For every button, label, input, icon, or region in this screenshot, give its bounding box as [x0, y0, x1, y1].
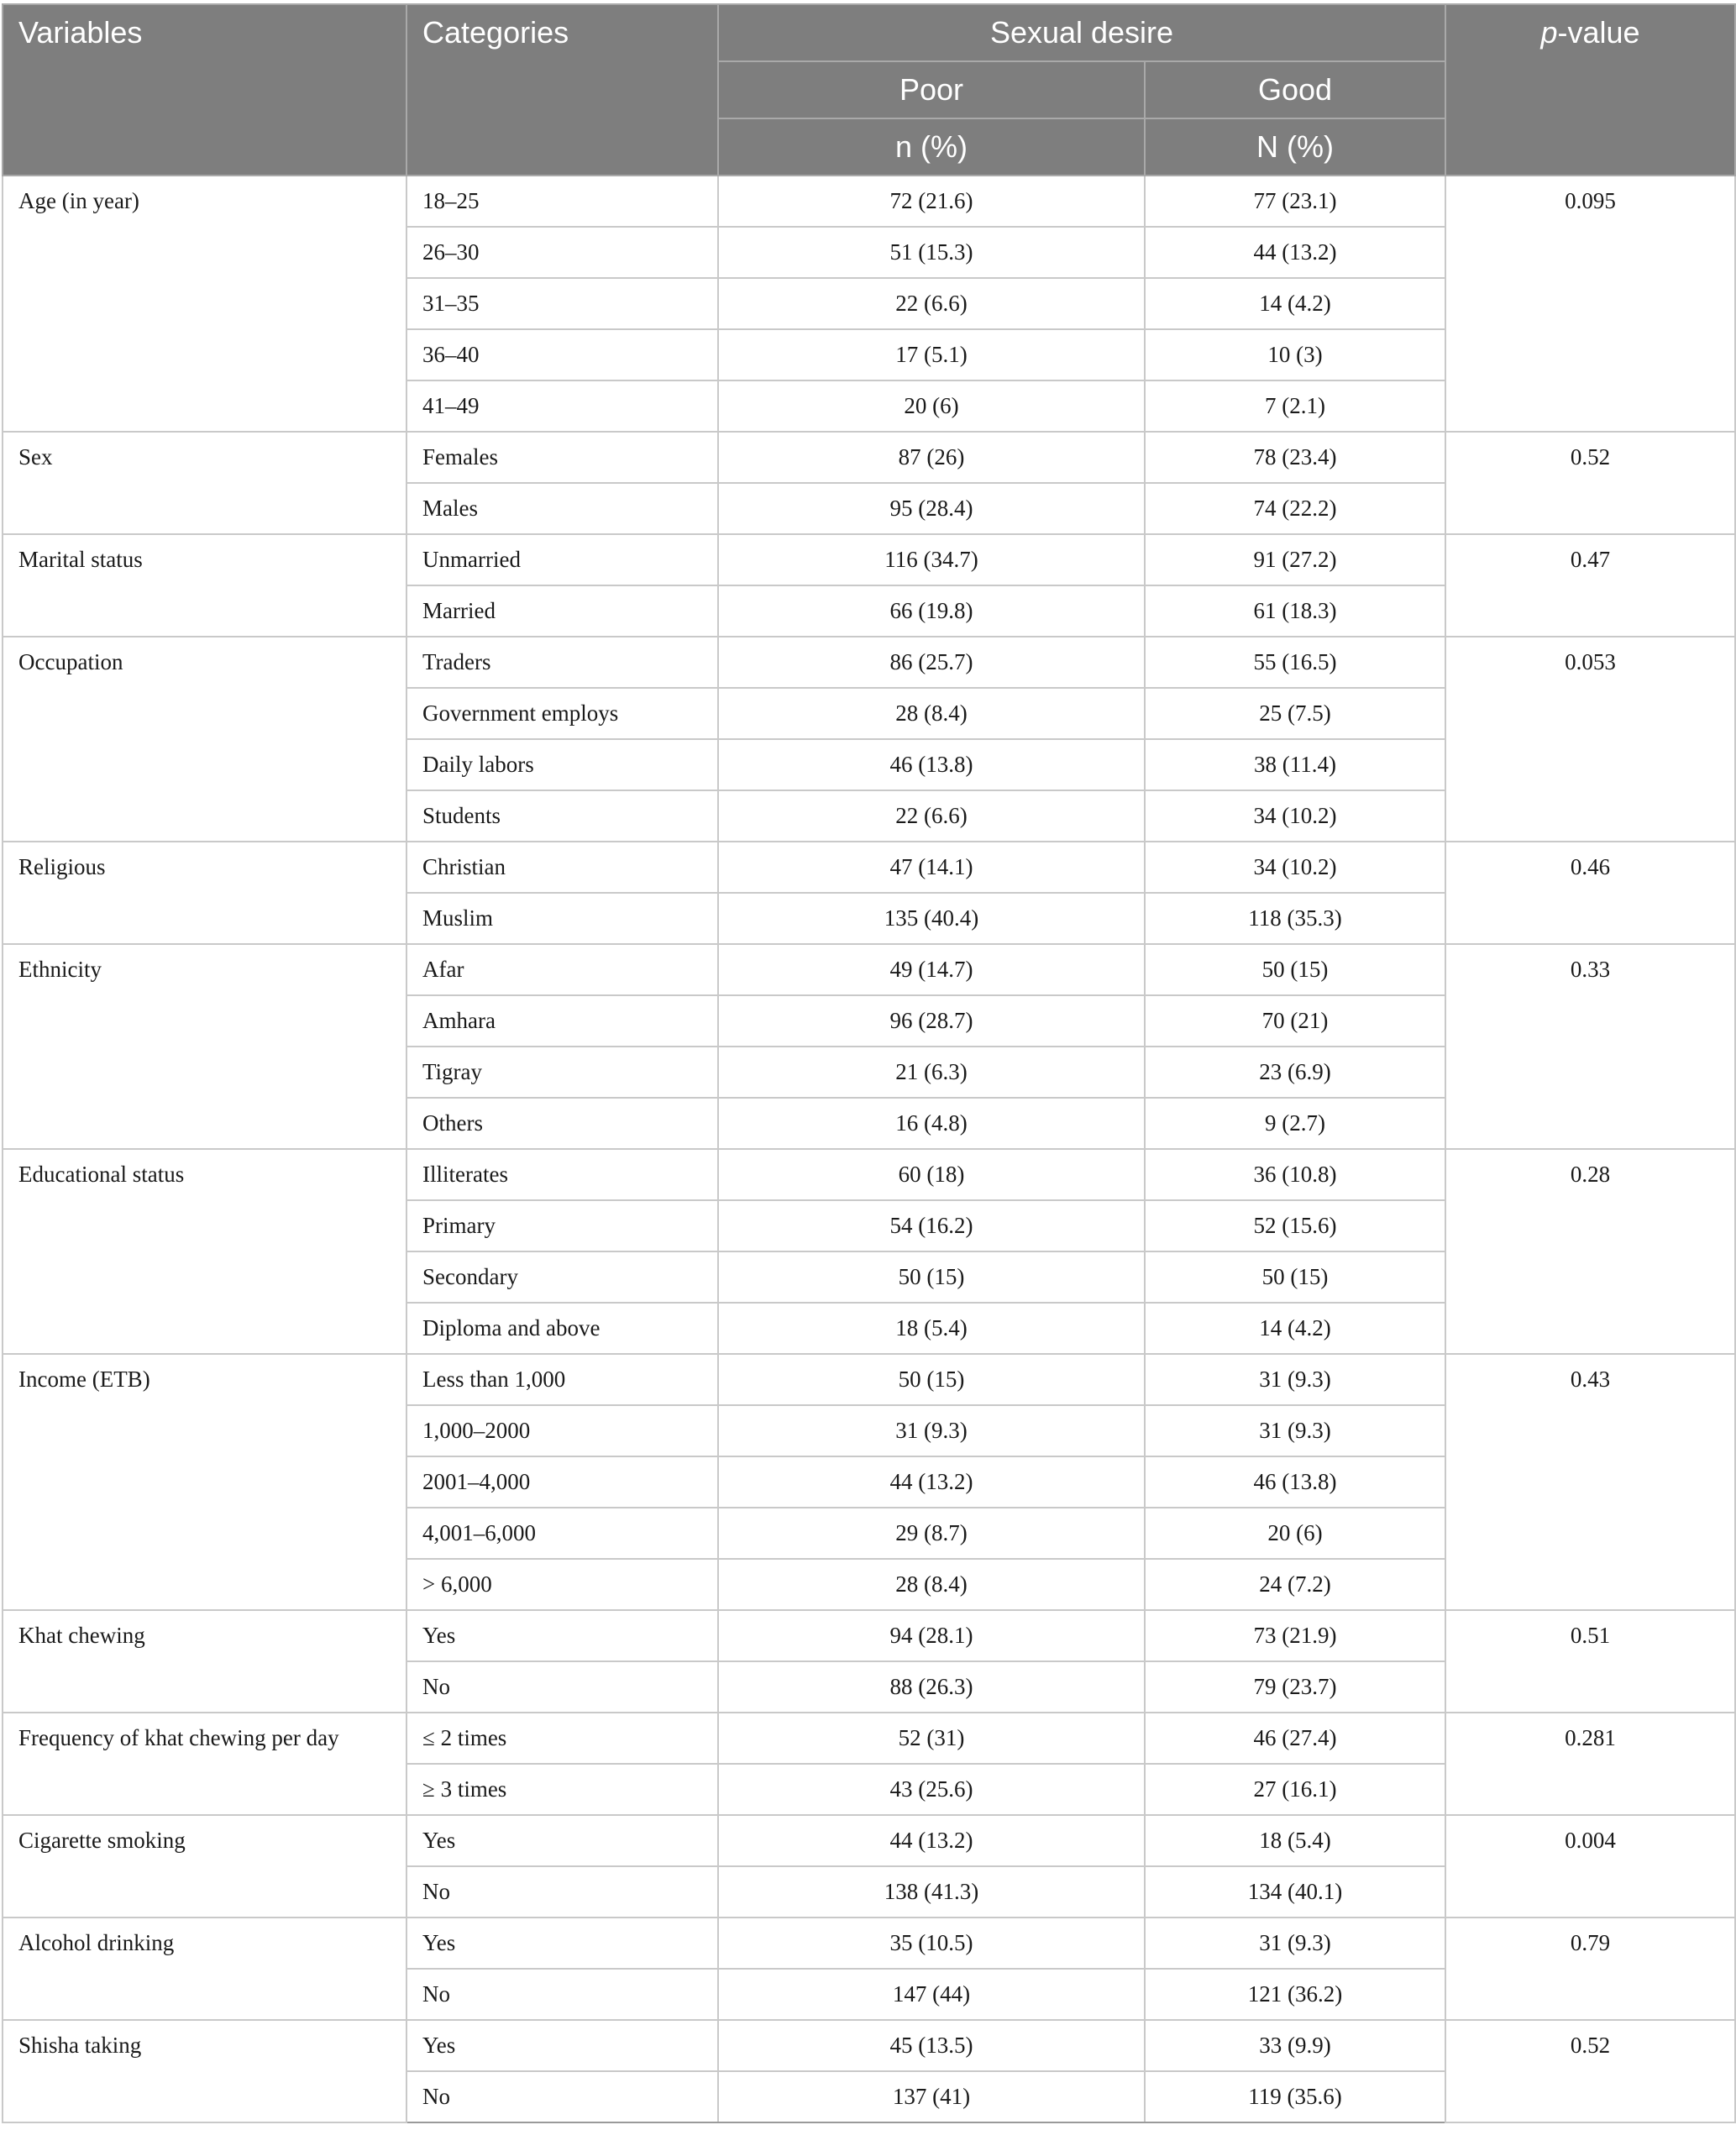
good-count-cell: 121 (36.2): [1145, 1969, 1445, 2020]
category-cell: No: [406, 2071, 718, 2122]
good-count-cell: 20 (6): [1145, 1508, 1445, 1559]
category-cell: Males: [406, 483, 718, 534]
poor-count-cell: 116 (34.7): [718, 534, 1145, 585]
p-value-cell: 0.053: [1445, 637, 1735, 842]
good-count-cell: 34 (10.2): [1145, 842, 1445, 893]
poor-count-cell: 17 (5.1): [718, 329, 1145, 380]
category-cell: Yes: [406, 1610, 718, 1661]
category-cell: Students: [406, 790, 718, 842]
good-count-cell: 7 (2.1): [1145, 380, 1445, 432]
category-cell: 4,001–6,000: [406, 1508, 718, 1559]
good-count-cell: 46 (27.4): [1145, 1713, 1445, 1764]
variable-cell: Shisha taking: [3, 2020, 406, 2122]
category-cell: No: [406, 1866, 718, 1918]
header-poor-unit: n (%): [718, 118, 1145, 176]
table-row: [3, 1354, 1735, 1405]
good-count-cell: 74 (22.2): [1145, 483, 1445, 534]
variable-cell: Frequency of khat chewing per day: [3, 1713, 406, 1815]
header-p-value: [1445, 4, 1735, 176]
category-cell: 18–25: [406, 176, 718, 227]
poor-count-cell: 47 (14.1): [718, 842, 1145, 893]
poor-count-cell: 52 (31): [718, 1713, 1145, 1764]
category-cell: 41–49: [406, 380, 718, 432]
poor-count-cell: 43 (25.6): [718, 1764, 1145, 1815]
good-count-cell: 14 (4.2): [1145, 278, 1445, 329]
header-row: [3, 4, 1735, 61]
header-poor: Poor: [718, 61, 1145, 118]
variable-cell: Income (ETB): [3, 1354, 406, 1610]
good-count-cell: 33 (9.9): [1145, 2020, 1445, 2071]
variable-cell: Alcohol drinking: [3, 1918, 406, 2020]
poor-count-cell: 72 (21.6): [718, 176, 1145, 227]
category-cell: Diploma and above: [406, 1303, 718, 1354]
category-cell: Daily labors: [406, 739, 718, 790]
variable-cell: Age (in year): [3, 176, 406, 432]
good-count-cell: 24 (7.2): [1145, 1559, 1445, 1610]
table-row: [3, 842, 1735, 893]
category-cell: Yes: [406, 1815, 718, 1866]
good-count-cell: 77 (23.1): [1145, 176, 1445, 227]
table-row: [3, 432, 1735, 483]
good-count-cell: 50 (15): [1145, 944, 1445, 995]
header-sexual-desire: Sexual desire: [718, 4, 1445, 61]
category-cell: Tigray: [406, 1047, 718, 1098]
table-header: [3, 4, 1735, 176]
table-row: [3, 2020, 1735, 2071]
poor-count-cell: 50 (15): [718, 1354, 1145, 1405]
good-count-cell: 44 (13.2): [1145, 227, 1445, 278]
p-value-cell: 0.52: [1445, 2020, 1735, 2122]
table-row: [3, 1149, 1735, 1200]
poor-count-cell: 28 (8.4): [718, 1559, 1145, 1610]
poor-count-cell: 135 (40.4): [718, 893, 1145, 944]
good-count-cell: 31 (9.3): [1145, 1918, 1445, 1969]
good-count-cell: 36 (10.8): [1145, 1149, 1445, 1200]
good-count-cell: 31 (9.3): [1145, 1405, 1445, 1456]
good-count-cell: 25 (7.5): [1145, 688, 1445, 739]
good-count-cell: 18 (5.4): [1145, 1815, 1445, 1866]
header-p-italic: p: [1540, 15, 1558, 50]
table-row: [3, 1713, 1735, 1764]
good-count-cell: 50 (15): [1145, 1251, 1445, 1303]
category-cell: Christian: [406, 842, 718, 893]
category-cell: 31–35: [406, 278, 718, 329]
good-count-cell: 134 (40.1): [1145, 1866, 1445, 1918]
good-count-cell: 61 (18.3): [1145, 585, 1445, 637]
p-value-cell: 0.33: [1445, 944, 1735, 1149]
variable-cell: Sex: [3, 432, 406, 534]
category-cell: 1,000–2000: [406, 1405, 718, 1456]
good-count-cell: 9 (2.7): [1145, 1098, 1445, 1149]
poor-count-cell: 21 (6.3): [718, 1047, 1145, 1098]
p-value-cell: 0.51: [1445, 1610, 1735, 1713]
poor-count-cell: 147 (44): [718, 1969, 1145, 2020]
p-value-cell: 0.281: [1445, 1713, 1735, 1815]
category-cell: Amhara: [406, 995, 718, 1047]
category-cell: Secondary: [406, 1251, 718, 1303]
poor-count-cell: 138 (41.3): [718, 1866, 1145, 1918]
p-value-cell: 0.095: [1445, 176, 1735, 432]
category-cell: No: [406, 1969, 718, 2020]
poor-count-cell: 20 (6): [718, 380, 1145, 432]
poor-count-cell: 44 (13.2): [718, 1456, 1145, 1508]
good-count-cell: 31 (9.3): [1145, 1354, 1445, 1405]
p-value-cell: 0.52: [1445, 432, 1735, 534]
good-count-cell: 27 (16.1): [1145, 1764, 1445, 1815]
good-count-cell: 52 (15.6): [1145, 1200, 1445, 1251]
good-count-cell: 23 (6.9): [1145, 1047, 1445, 1098]
category-cell: Afar: [406, 944, 718, 995]
poor-count-cell: 86 (25.7): [718, 637, 1145, 688]
data-table: [2, 3, 1736, 2123]
p-value-cell: 0.46: [1445, 842, 1735, 944]
category-cell: Muslim: [406, 893, 718, 944]
poor-count-cell: 94 (28.1): [718, 1610, 1145, 1661]
category-cell: Less than 1,000: [406, 1354, 718, 1405]
poor-count-cell: 31 (9.3): [718, 1405, 1145, 1456]
header-good-unit: N (%): [1145, 118, 1445, 176]
poor-count-cell: 137 (41): [718, 2071, 1145, 2122]
good-count-cell: 14 (4.2): [1145, 1303, 1445, 1354]
good-count-cell: 73 (21.9): [1145, 1610, 1445, 1661]
category-cell: 26–30: [406, 227, 718, 278]
variable-cell: Marital status: [3, 534, 406, 637]
good-count-cell: 78 (23.4): [1145, 432, 1445, 483]
variable-cell: Khat chewing: [3, 1610, 406, 1713]
poor-count-cell: 28 (8.4): [718, 688, 1145, 739]
good-count-cell: 34 (10.2): [1145, 790, 1445, 842]
category-cell: Primary: [406, 1200, 718, 1251]
category-cell: No: [406, 1661, 718, 1713]
good-count-cell: 55 (16.5): [1145, 637, 1445, 688]
poor-count-cell: 22 (6.6): [718, 790, 1145, 842]
good-count-cell: 91 (27.2): [1145, 534, 1445, 585]
poor-count-cell: 49 (14.7): [718, 944, 1145, 995]
poor-count-cell: 22 (6.6): [718, 278, 1145, 329]
variable-cell: Ethnicity: [3, 944, 406, 1149]
p-value-cell: 0.47: [1445, 534, 1735, 637]
table-row: [3, 1815, 1735, 1866]
category-cell: 36–40: [406, 329, 718, 380]
category-cell: Traders: [406, 637, 718, 688]
poor-count-cell: 88 (26.3): [718, 1661, 1145, 1713]
category-cell: Married: [406, 585, 718, 637]
good-count-cell: 79 (23.7): [1145, 1661, 1445, 1713]
table-row: [3, 637, 1735, 688]
category-cell: Yes: [406, 1918, 718, 1969]
poor-count-cell: 16 (4.8): [718, 1098, 1145, 1149]
poor-count-cell: 66 (19.8): [718, 585, 1145, 637]
header-categories: Categories: [406, 4, 718, 176]
good-count-cell: 118 (35.3): [1145, 893, 1445, 944]
p-value-cell: 0.79: [1445, 1918, 1735, 2020]
variable-cell: Educational status: [3, 1149, 406, 1354]
variable-cell: Cigarette smoking: [3, 1815, 406, 1918]
poor-count-cell: 95 (28.4): [718, 483, 1145, 534]
good-count-cell: 70 (21): [1145, 995, 1445, 1047]
category-cell: Others: [406, 1098, 718, 1149]
header-p-rest: -value: [1557, 15, 1640, 50]
variable-cell: Occupation: [3, 637, 406, 842]
poor-count-cell: 35 (10.5): [718, 1918, 1145, 1969]
header-variables: Variables: [3, 4, 406, 176]
poor-count-cell: 87 (26): [718, 432, 1145, 483]
category-cell: 2001–4,000: [406, 1456, 718, 1508]
table-row: [3, 1918, 1735, 1969]
table-body: [3, 176, 1735, 2122]
p-value-cell: 0.004: [1445, 1815, 1735, 1918]
category-cell: > 6,000: [406, 1559, 718, 1610]
good-count-cell: 119 (35.6): [1145, 2071, 1445, 2122]
p-value-cell: 0.43: [1445, 1354, 1735, 1610]
table-row: [3, 1610, 1735, 1661]
table-row: [3, 176, 1735, 227]
poor-count-cell: 18 (5.4): [718, 1303, 1145, 1354]
good-count-cell: 38 (11.4): [1145, 739, 1445, 790]
category-cell: Yes: [406, 2020, 718, 2071]
poor-count-cell: 60 (18): [718, 1149, 1145, 1200]
poor-count-cell: 46 (13.8): [718, 739, 1145, 790]
category-cell: Government employs: [406, 688, 718, 739]
category-cell: ≥ 3 times: [406, 1764, 718, 1815]
poor-count-cell: 44 (13.2): [718, 1815, 1145, 1866]
poor-count-cell: 54 (16.2): [718, 1200, 1145, 1251]
poor-count-cell: 51 (15.3): [718, 227, 1145, 278]
table-row: [3, 944, 1735, 995]
table-row: [3, 534, 1735, 585]
category-cell: Illiterates: [406, 1149, 718, 1200]
category-cell: ≤ 2 times: [406, 1713, 718, 1764]
p-value-cell: 0.28: [1445, 1149, 1735, 1354]
poor-count-cell: 45 (13.5): [718, 2020, 1145, 2071]
variable-cell: Religious: [3, 842, 406, 944]
good-count-cell: 10 (3): [1145, 329, 1445, 380]
poor-count-cell: 96 (28.7): [718, 995, 1145, 1047]
good-count-cell: 46 (13.8): [1145, 1456, 1445, 1508]
poor-count-cell: 50 (15): [718, 1251, 1145, 1303]
header-good: Good: [1145, 61, 1445, 118]
category-cell: Females: [406, 432, 718, 483]
poor-count-cell: 29 (8.7): [718, 1508, 1145, 1559]
category-cell: Unmarried: [406, 534, 718, 585]
